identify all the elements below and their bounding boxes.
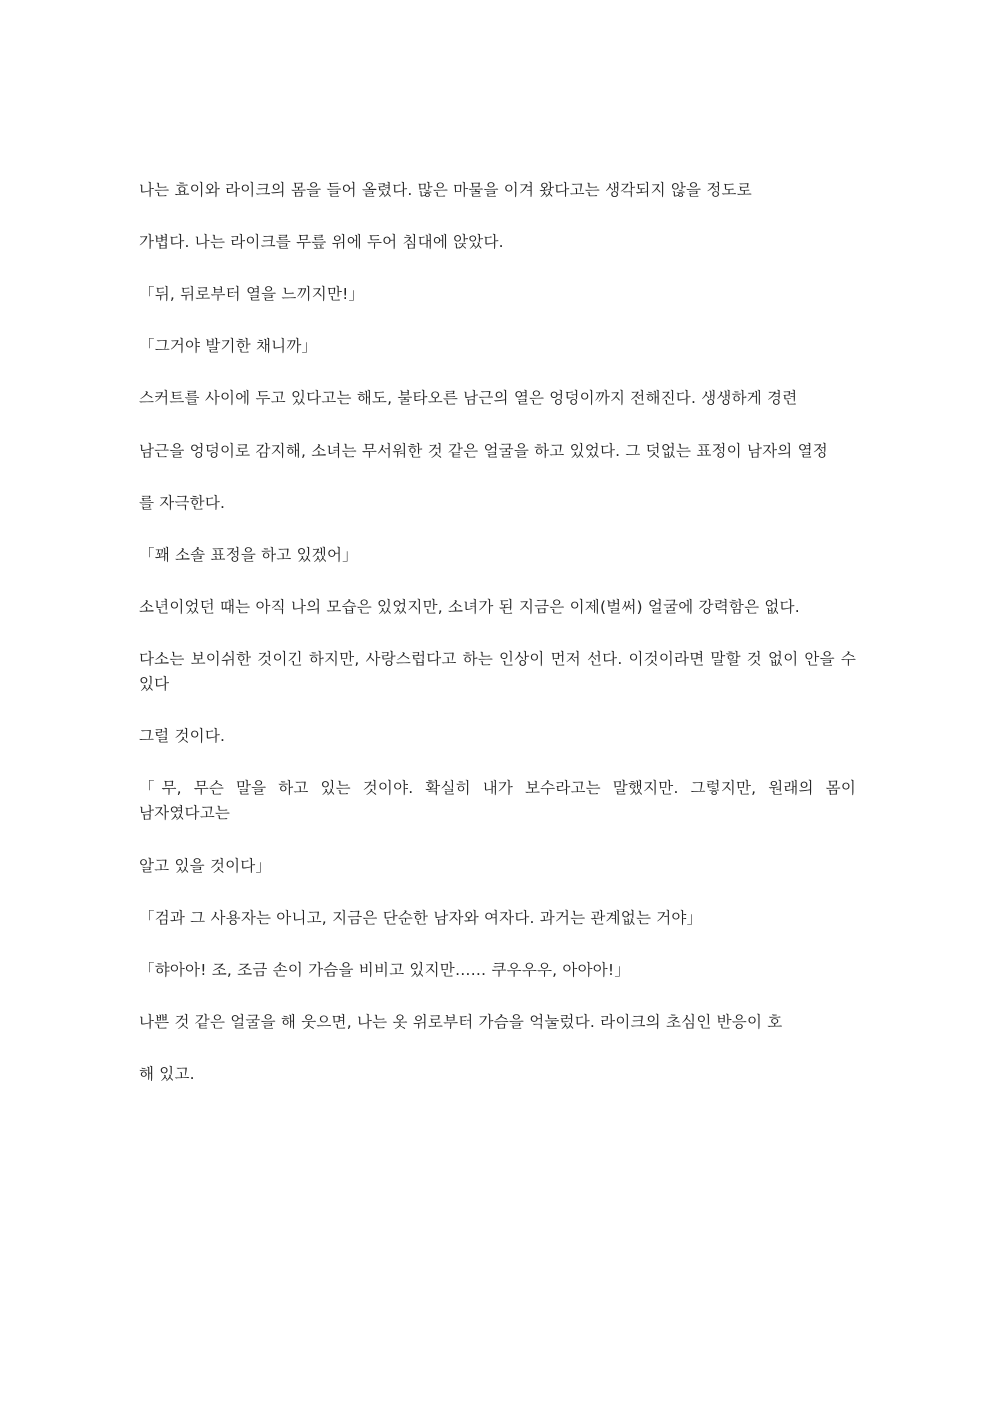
paragraph: 나는 효이와 라이크의 몸을 들어 올렸다. 많은 마물을 이겨 왔다고는 생각되지 않을 정도로	[139, 181, 752, 199]
paragraph: 스커트를 사이에 두고 있다고는 해도, 불타오른 남근의 열은 엉덩이까지 전해진다. 생생하게 경련	[139, 389, 798, 408]
paragraph: 해 있고.	[139, 1064, 195, 1083]
paragraph: 를 자극한다.	[139, 493, 226, 512]
paragraph: 소년이었던 때는 아직 나의 모습은 있었지만, 소녀가 된 지금은 이제(벌써) 얼굴에 강력함은 없다.	[139, 597, 800, 616]
paragraph: 「뒤, 뒤로부터 열을 느끼지만!」	[139, 285, 365, 304]
paragraph: 남근을 엉덩이로 감지해, 소녀는 무서워한 것 같은 얼굴을 하고 있었다. 그 덧없는 표정이 남자의 열정	[139, 441, 828, 460]
document-body	[139, 178, 862, 1087]
paragraph: 가볍다. 나는 라이크를 무릎 위에 두어 침대에 앉았다.	[139, 233, 504, 252]
paragraph: 「그거야 발기한 채니까」	[139, 337, 318, 356]
paragraph: 「무, 무슨 말을 하고 있는 것이야. 확실히 내가 보수라고는 말했지만. 그렇지만, 원래의 몸이 남자였다고는	[139, 779, 862, 823]
paragraph: 알고 있을 것이다」	[139, 856, 272, 875]
paragraph: 「꽤 소솔 표정을 하고 있겠어」	[139, 545, 358, 564]
paragraph: 나쁜 것 같은 얼굴을 해 웃으면, 나는 옷 위로부터 가슴을 억눌렀다. 라이크의 초심인 반응이 호	[139, 1012, 783, 1031]
paragraph: 「검과 그 사용자는 아니고, 지금은 단순한 남자와 여자다. 과거는 관계없는 거야」	[139, 908, 703, 927]
paragraph: 「햐아아! 조, 조금 손이 가슴을 비비고 있지만…… 쿠우우우, 아아아!」	[139, 960, 631, 979]
paragraph: 다소는 보이쉬한 것이긴 하지만, 사랑스럽다고 하는 인상이 먼저 선다. 이것이라면 말할 것 없이 안을 수 있다	[139, 649, 862, 694]
paragraph: 그럴 것이다.	[139, 727, 226, 746]
